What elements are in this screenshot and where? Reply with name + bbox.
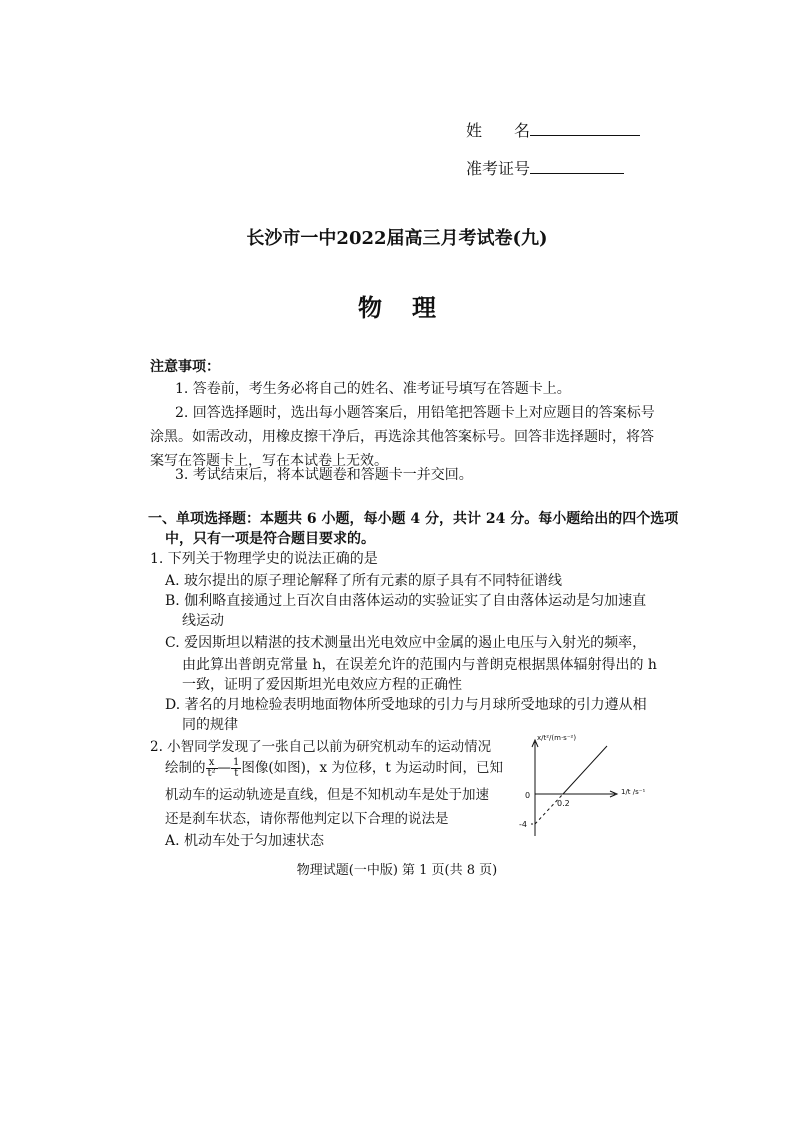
- graph-origin-label: 0: [525, 791, 531, 800]
- exam-title: 长沙市一中2022届高三月考试卷(九): [246, 228, 548, 249]
- q1-option-c-cont: 由此算出普朗克常量 h，在误差允许的范围内与普朗克根据黑体辐射得出的 h: [182, 657, 657, 673]
- id-field-row: [466, 156, 624, 179]
- section-heading-cont: 中，只有一项是符合题目要求的。: [165, 531, 375, 547]
- q2-stem: 2. 小智同学发现了一张自己以前为研究机动车的运动情况: [150, 739, 492, 755]
- q2-option-a: A. 机动车处于匀加速状态: [165, 833, 325, 849]
- name-field-row: [466, 118, 640, 141]
- fraction-denominator: t²: [207, 768, 216, 779]
- q2-graph: [505, 728, 655, 840]
- q1-option-a: A. 玻尔提出的原子理论解释了所有元素的原子具有不同特征谱线: [165, 573, 563, 589]
- fraction-denominator: t: [234, 768, 239, 779]
- q2-stem-cont: 机动车的运动轨迹是直线，但是不知机动车是处于加速: [165, 787, 489, 803]
- fraction-numerator: x: [206, 758, 218, 769]
- section-heading: 一、单项选择题：本题共 6 小题，每小题 4 分，共计 24 分。每小题给出的四个选项: [148, 511, 679, 527]
- graph-y-label: x/t²/(m·s⁻²): [537, 734, 577, 742]
- q2-stem-cont: 还是刹车状态，请你帮他判定以下合理的说法是: [165, 811, 449, 827]
- note-item: 案写在答题卡上，写在本试卷上无效。: [150, 453, 388, 469]
- name-blank: [530, 121, 640, 136]
- name-label: 姓 名: [466, 121, 531, 140]
- subject-title: 物理: [358, 293, 466, 322]
- graph-x-label: 1/t /s⁻¹: [621, 788, 646, 796]
- q2-stem-cont: [165, 758, 503, 779]
- q1-option-c-cont: 一致，证明了爱因斯坦光电效应方程的正确性: [182, 677, 462, 693]
- q2-stem-suffix: 图像(如图)，x 为位移，t 为运动时间，已知: [241, 760, 504, 776]
- q1-option-c: C. 爱因斯坦以精湛的技术测量出光电效应中金属的遏止电压与入射光的频率，: [165, 635, 647, 651]
- q1-option-d-cont: 同的规律: [182, 717, 238, 733]
- q1-option-d: D. 著名的月地检验表明地面物体所受地球的引力与月球所受地球的引力遵从相: [165, 697, 647, 713]
- notes-heading: 注意事项：: [150, 359, 220, 375]
- note-item: 3. 考试结束后，将本试题卷和答题卡一并交回。: [175, 467, 473, 483]
- note-item: 1. 答卷前，考生务必将自己的姓名、准考证号填写在答题卡上。: [175, 381, 571, 397]
- q1-option-b-cont: 线运动: [182, 613, 224, 629]
- page-footer: 物理试题(一中版) 第 1 页(共 8 页): [296, 863, 498, 878]
- fraction-one-over-t: [231, 758, 241, 779]
- graph-y-tick-label: -4: [519, 820, 527, 829]
- graph-x-tick-label: 0.2: [557, 799, 570, 808]
- exam-id-label: 准考证号: [466, 159, 531, 178]
- fraction-dash: —: [217, 760, 232, 776]
- exam-id-blank: [530, 159, 624, 174]
- q2-stem-prefix: 绘制的: [165, 760, 206, 776]
- fraction-numerator: 1: [233, 757, 240, 768]
- q1-option-b: B. 伽利略直接通过上百次自由落体运动的实验证实了自由落体运动是匀加速直: [165, 593, 647, 609]
- q1-stem: 1. 下列关于物理学史的说法正确的是: [150, 551, 378, 567]
- graph-line: [563, 746, 607, 794]
- note-item: 涂黑。如需改动，用橡皮擦干净后，再选涂其他答案标号。回答非选择题时，将答: [150, 429, 654, 445]
- fraction-x-over-t2: [206, 758, 218, 779]
- note-item: 2. 回答选择题时，选出每小题答案后，用铅笔把答题卡上对应题目的答案标号: [175, 405, 655, 421]
